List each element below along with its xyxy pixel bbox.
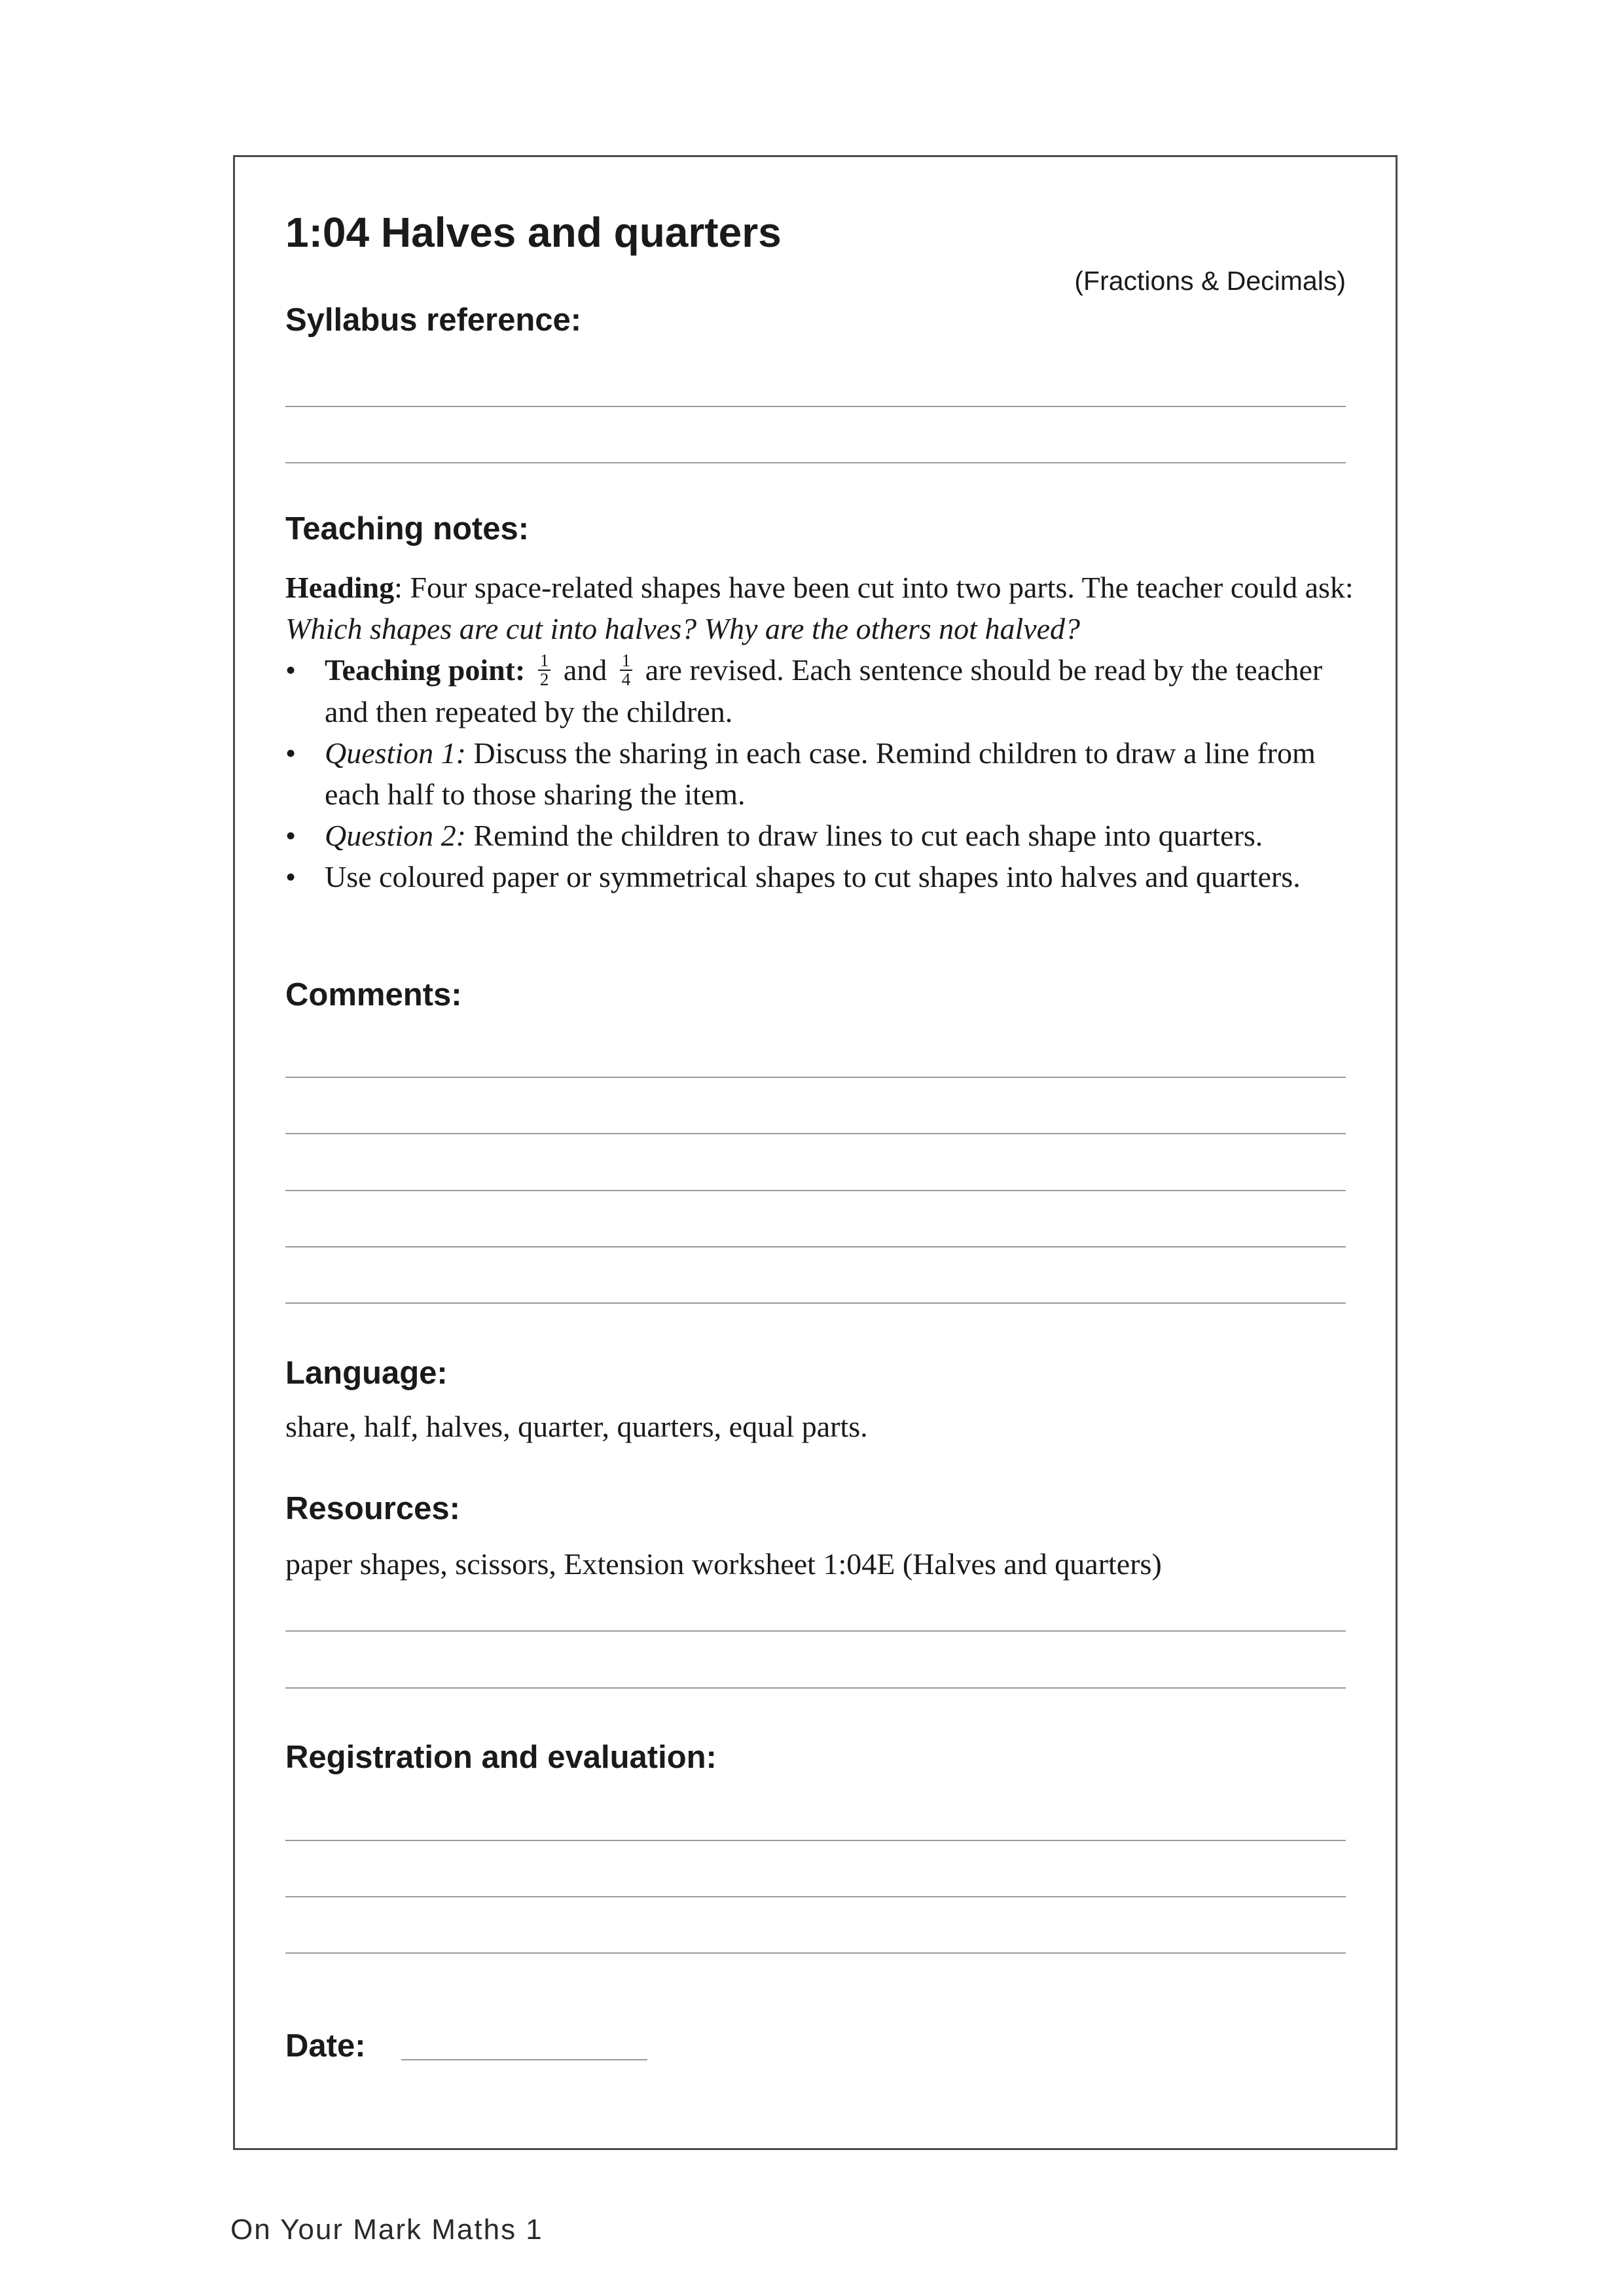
syllabus-heading: Syllabus reference:: [285, 302, 582, 338]
fraction-one-quarter: $\frac{1}{4}$: [620, 652, 633, 689]
extension-activity-text: Use coloured paper or symmetrical shapes to cut shapes into halves and quarters.: [325, 860, 1301, 894]
question-1-text: Discuss the sharing in each case. Remind children to draw a line from each half to those sharing the item.: [325, 736, 1316, 812]
notes-intro: [285, 567, 1359, 649]
fraction-one-half: $\frac{1}{2}$: [538, 652, 551, 689]
list-item: [285, 856, 1359, 897]
teaching-point-and: and: [563, 653, 607, 687]
syllabus-line-1[interactable]: [285, 406, 1346, 407]
notes-intro-question: Which shapes are cut into halves? Why are the others not halved?: [285, 612, 1081, 645]
notes-intro-text: : Four space-related shapes have been cut into two parts. The teacher could ask:: [394, 571, 1354, 604]
language-heading: Language:: [285, 1355, 448, 1391]
registration-heading: Registration and evaluation:: [285, 1740, 717, 1775]
bullet-mark: •: [285, 819, 297, 853]
date-label: Date:: [285, 2028, 366, 2064]
page-frame: [233, 155, 1398, 2150]
teaching-notes-heading: Teaching notes:: [285, 511, 530, 547]
resources-heading: Resources:: [285, 1491, 460, 1526]
comments-line-4[interactable]: [285, 1246, 1346, 1247]
resources-line-1[interactable]: [285, 1630, 1346, 1632]
comments-line-3[interactable]: [285, 1190, 1346, 1191]
footer-text: On Your Mark Maths 1: [230, 2214, 543, 2246]
comments-line-1[interactable]: [285, 1077, 1346, 1078]
question-1-label: Question 1:: [325, 736, 466, 770]
comments-heading: Comments:: [285, 977, 462, 1013]
question-2-label: Question 2:: [325, 819, 466, 853]
question-2-text: Remind the children to draw lines to cut each shape into quarters.: [465, 819, 1263, 853]
topic-category: (Fractions & Decimals): [1074, 266, 1346, 296]
language-text: share, half, halves, quarter, quarters, equal parts.: [285, 1410, 868, 1443]
list-item: [285, 649, 1359, 732]
teaching-point-text: are revised. Each sentence should be read by the teacher and then repeated by the children.: [325, 653, 1323, 729]
date-input-line[interactable]: [401, 2059, 647, 2060]
syllabus-line-2[interactable]: [285, 462, 1346, 463]
registration-line-1[interactable]: [285, 1840, 1346, 1841]
notes-intro-bold: Heading: [285, 571, 395, 604]
registration-line-3[interactable]: [285, 1952, 1346, 1954]
comments-line-2[interactable]: [285, 1133, 1346, 1134]
page-title: 1:04 Halves and quarters: [285, 209, 782, 256]
teaching-point-label: Teaching point:: [325, 653, 526, 687]
resources-text: paper shapes, scissors, Extension worksheet 1:04E (Halves and quarters): [285, 1547, 1162, 1581]
bullet-mark: •: [285, 653, 297, 687]
registration-line-2[interactable]: [285, 1896, 1346, 1897]
list-item: [285, 732, 1359, 815]
bullet-mark: •: [285, 860, 297, 894]
resources-line-2[interactable]: [285, 1687, 1346, 1689]
list-item: [285, 815, 1359, 856]
teaching-notes-body: [285, 567, 1359, 897]
bullet-mark: •: [285, 736, 297, 770]
comments-line-5[interactable]: [285, 1302, 1346, 1304]
notes-bullet-list: [285, 649, 1359, 897]
